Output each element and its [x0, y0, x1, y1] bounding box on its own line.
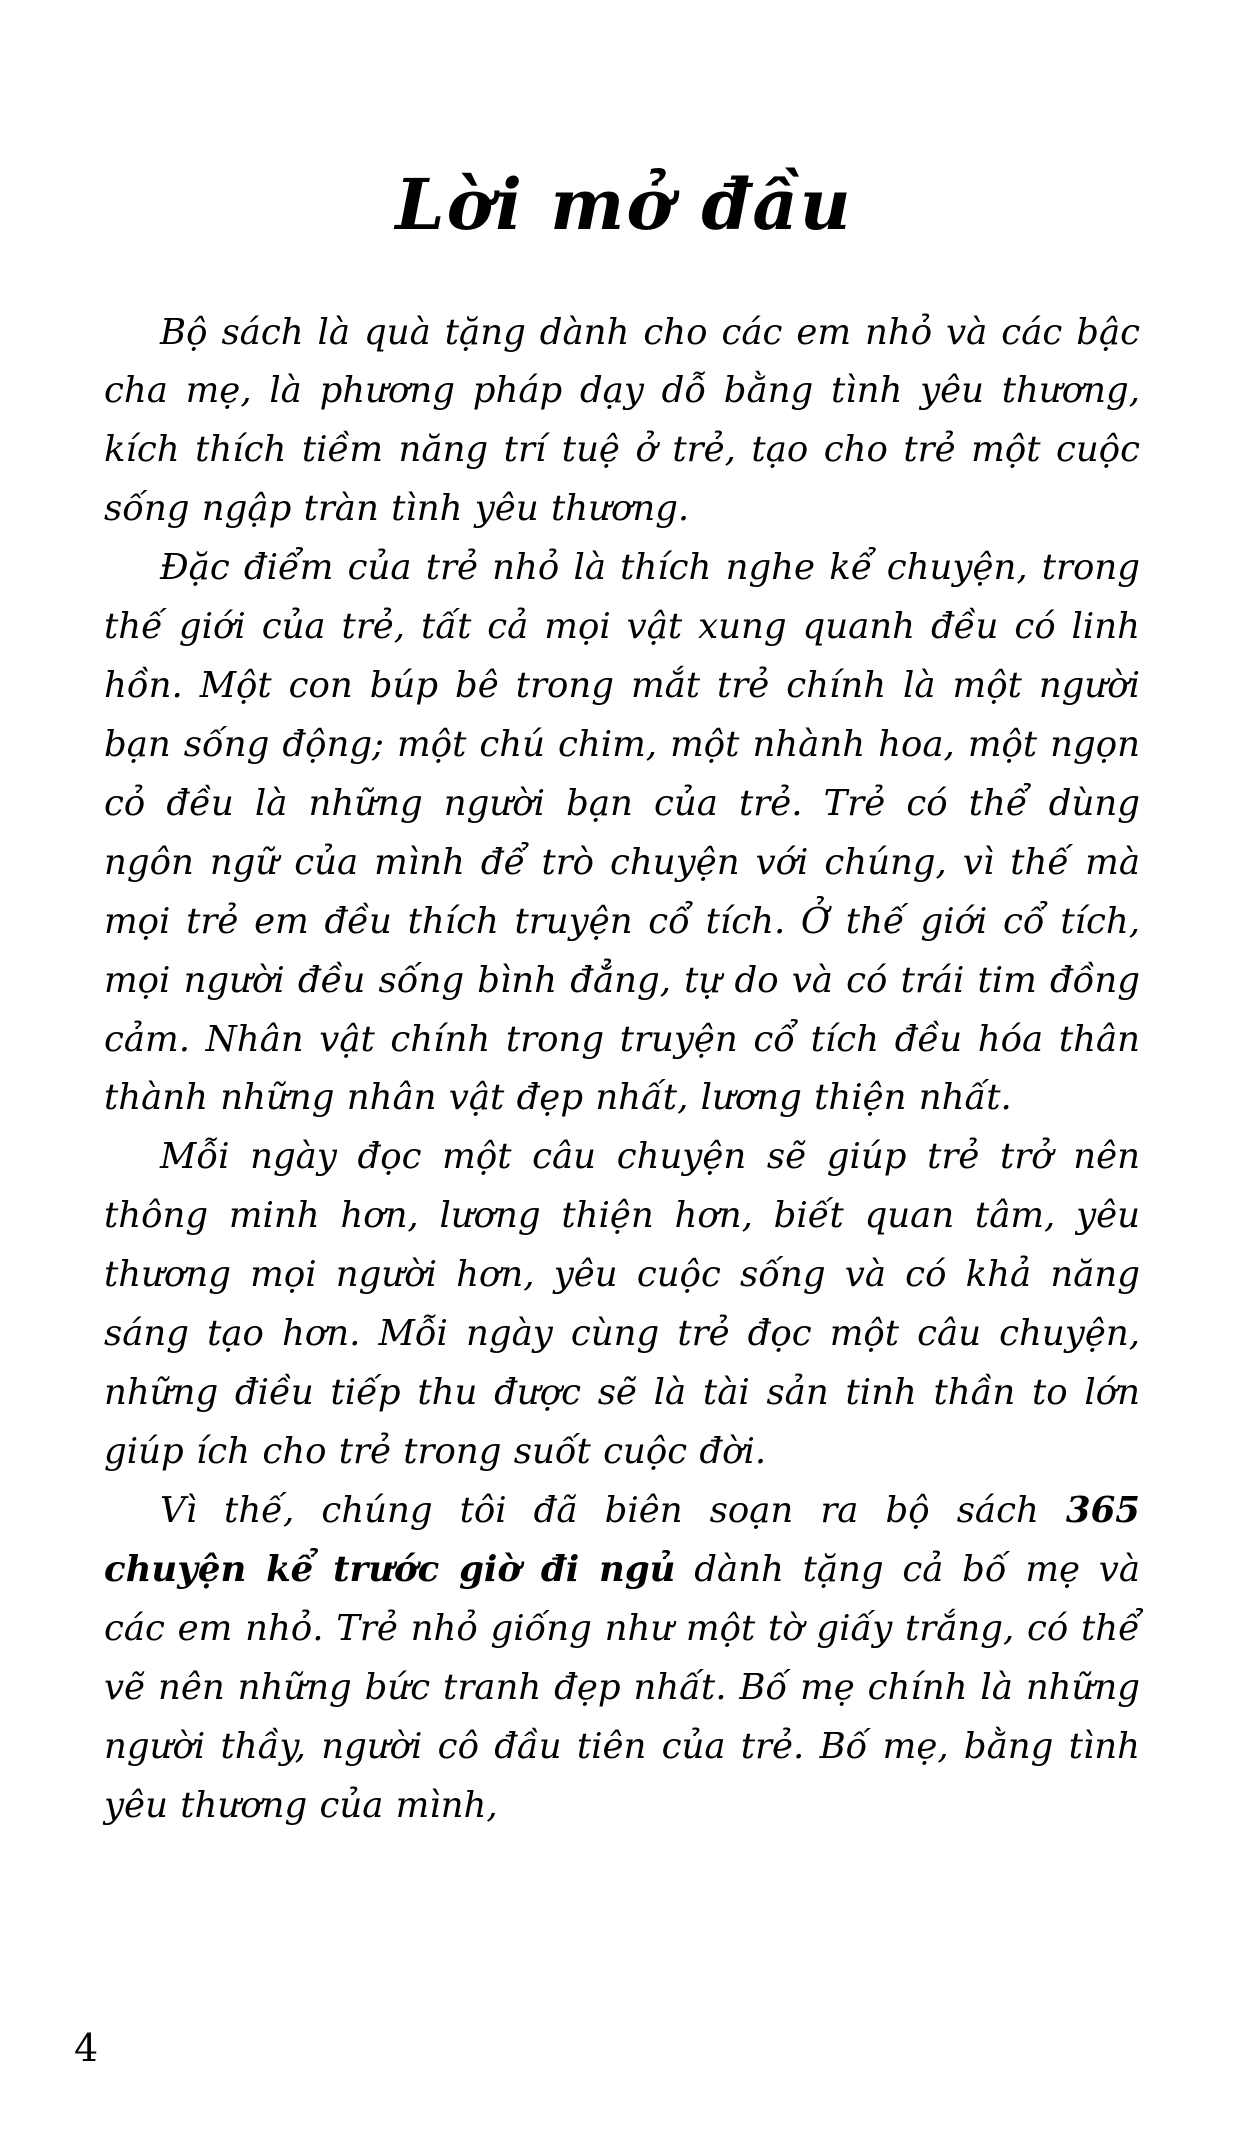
paragraph: Mỗi ngày đọc một câu chuyện sẽ giúp trẻ trở nên thông minh hơn, lương thiện hơn, biết quan tâm, yêu thương mọi người hơn, yêu cuộc sống và có khả năng sáng tạo hơn. Mỗi ngày cùng trẻ đọc một câu chuyện, những điều tiếp thu được sẽ là tài sản tinh thần to lớn giúp ích cho trẻ trong suốt cuộc đời. [104, 1136, 1140, 1473]
paragraph: Đặc điểm của trẻ nhỏ là thích nghe kể chuyện, trong thế giới của trẻ, tất cả mọi vật xung quanh đều có linh hồn. Một con búp bê trong mắt trẻ chính là một người bạn sống động; một chú chim, một nhành hoa, một ngọn cỏ đều là những người bạn của trẻ. Trẻ có thể dùng ngôn ngữ của mình để trò chuyện với chúng, vì thế mà mọi trẻ em đều thích truyện cổ tích. Ở thế giới cổ tích, mọi người đều sống bình đẳng, tự do và có trái tim đồng cảm. Nhân vật chính trong truyện cổ tích đều hóa thân thành những nhân vật đẹp nhất, lương thiện nhất. [104, 547, 1140, 1119]
body-text [0, 242, 1248, 1836]
page-number: 4 [74, 2026, 99, 2070]
page-title: Lời mở đầu [395, 163, 853, 246]
paragraph: Bộ sách là quà tặng dành cho các em nhỏ và các bậc cha mẹ, là phương pháp dạy dỗ bằng tình yêu thương, kích thích tiềm năng trí tuệ ở trẻ, tạo cho trẻ một cuộc sống ngập tràn tình yêu thương. [104, 311, 1140, 530]
book-title-emphasis: 365 chuyện kể trước giờ đi ngủ [104, 1489, 1140, 1590]
paragraph: Vì thế, chúng tôi đã biên soạn ra bộ sách 365 chuyện kể trước giờ đi ngủ dành tặng cả bố mẹ và các em nhỏ. Trẻ nhỏ giống như một tờ giấy trắng, có thể vẽ nên những bức tranh đẹp nhất. Bố mẹ chính là những người thầy, người cô đầu tiên của trẻ. Bố mẹ, bằng tình yêu thương của mình, [104, 1489, 1140, 1826]
